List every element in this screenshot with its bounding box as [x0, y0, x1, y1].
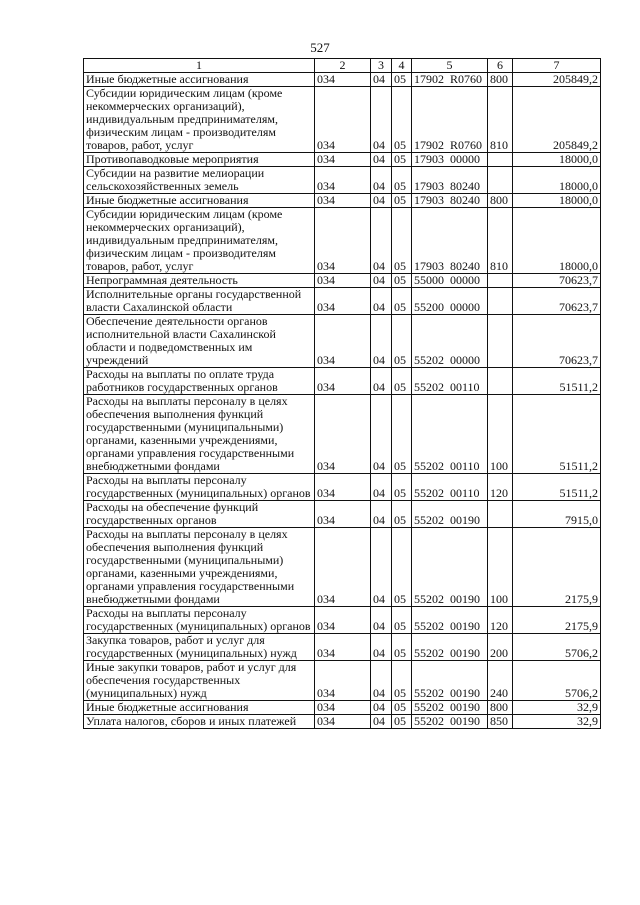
- cell-amount: 5706,2: [513, 661, 601, 701]
- table-row: [84, 87, 601, 153]
- cell-target-direction: 00190: [450, 646, 480, 660]
- cell-expense-type: 800: [488, 194, 513, 208]
- cell-amount: 5706,2: [513, 634, 601, 661]
- cell-target-article: [412, 288, 488, 315]
- cell-target-direction: 00190: [450, 686, 480, 700]
- cell-amount: 70623,7: [513, 288, 601, 315]
- cell-target-direction: 00000: [450, 353, 480, 367]
- cell-amount: 32,9: [513, 701, 601, 715]
- table-row: [84, 701, 601, 715]
- cell-name: Обеспечение деятельности органов исполнительной власти Сахалинской области и подведомственных им учреждений: [84, 315, 315, 368]
- cell-section: 04: [371, 194, 392, 208]
- cell-target-program: 55000: [414, 273, 444, 287]
- cell-subsection: 05: [392, 501, 412, 528]
- cell-target-direction: 00110: [450, 380, 480, 394]
- cell-section: 04: [371, 288, 392, 315]
- cell-amount: 70623,7: [513, 274, 601, 288]
- cell-target-program: 55202: [414, 714, 444, 728]
- cell-amount: 2175,9: [513, 607, 601, 634]
- table-row: [84, 315, 601, 368]
- cell-subsection: 05: [392, 288, 412, 315]
- cell-subsection: 05: [392, 661, 412, 701]
- cell-gr-code: 034: [315, 194, 371, 208]
- table-row: [84, 194, 601, 208]
- cell-amount: 2175,9: [513, 528, 601, 607]
- header-cell: 6: [488, 59, 513, 73]
- cell-name: Расходы на выплаты по оплате труда работников государственных органов: [84, 368, 315, 395]
- cell-amount: 7915,0: [513, 501, 601, 528]
- table-row: [84, 501, 601, 528]
- cell-target-program: 55202: [414, 380, 444, 394]
- cell-target-article: [412, 368, 488, 395]
- table-row: [84, 288, 601, 315]
- cell-target-article: [412, 715, 488, 729]
- cell-amount: 32,9: [513, 715, 601, 729]
- cell-expense-type: 100: [488, 528, 513, 607]
- cell-section: 04: [371, 315, 392, 368]
- cell-name: Субсидии на развитие мелиорации сельскохозяйственных земель: [84, 167, 315, 194]
- cell-target-article: [412, 167, 488, 194]
- cell-gr-code: 034: [315, 315, 371, 368]
- cell-expense-type: 810: [488, 208, 513, 274]
- cell-gr-code: 034: [315, 167, 371, 194]
- cell-section: 04: [371, 274, 392, 288]
- cell-amount: 51511,2: [513, 368, 601, 395]
- cell-name: Противопаводковые мероприятия: [84, 153, 315, 167]
- cell-section: 04: [371, 715, 392, 729]
- cell-gr-code: 034: [315, 634, 371, 661]
- cell-expense-type: [488, 153, 513, 167]
- cell-expense-type: [488, 501, 513, 528]
- cell-target-article: [412, 634, 488, 661]
- table-row: [84, 474, 601, 501]
- cell-name: Субсидии юридическим лицам (кроме некоммерческих организаций), индивидуальным предпринимателям, физическим лицам - производителям товаров, работ, услуг: [84, 87, 315, 153]
- table-row: [84, 715, 601, 729]
- cell-amount: 18000,0: [513, 167, 601, 194]
- cell-target-article: [412, 528, 488, 607]
- cell-subsection: 05: [392, 167, 412, 194]
- cell-subsection: 05: [392, 368, 412, 395]
- cell-gr-code: 034: [315, 73, 371, 87]
- cell-target-program: 17903: [414, 179, 444, 193]
- table-row: [84, 167, 601, 194]
- cell-subsection: 05: [392, 87, 412, 153]
- table-row: [84, 634, 601, 661]
- cell-amount: 18000,0: [513, 208, 601, 274]
- cell-target-program: 55202: [414, 353, 444, 367]
- cell-expense-type: [488, 368, 513, 395]
- cell-gr-code: 034: [315, 701, 371, 715]
- cell-gr-code: 034: [315, 395, 371, 474]
- cell-target-article: [412, 208, 488, 274]
- cell-target-article: [412, 194, 488, 208]
- cell-section: 04: [371, 87, 392, 153]
- cell-target-direction: 00000: [450, 300, 480, 314]
- cell-gr-code: 034: [315, 208, 371, 274]
- cell-name: Субсидии юридическим лицам (кроме некоммерческих организаций), индивидуальным предпринимателям, физическим лицам - производителям товаров, работ, услуг: [84, 208, 315, 274]
- cell-name: Непрограммная деятельность: [84, 274, 315, 288]
- cell-expense-type: 100: [488, 395, 513, 474]
- cell-target-program: 55202: [414, 486, 444, 500]
- cell-section: 04: [371, 528, 392, 607]
- cell-subsection: 05: [392, 701, 412, 715]
- table-row: [84, 607, 601, 634]
- cell-target-direction: 00190: [450, 513, 480, 527]
- cell-target-article: [412, 661, 488, 701]
- cell-section: 04: [371, 634, 392, 661]
- budget-table: [83, 58, 601, 729]
- table-row: [84, 368, 601, 395]
- cell-subsection: 05: [392, 634, 412, 661]
- cell-amount: 51511,2: [513, 474, 601, 501]
- cell-target-article: [412, 607, 488, 634]
- cell-gr-code: 034: [315, 715, 371, 729]
- cell-target-program: 55202: [414, 592, 444, 606]
- cell-section: 04: [371, 607, 392, 634]
- cell-target-direction: 00000: [450, 273, 480, 287]
- cell-section: 04: [371, 701, 392, 715]
- cell-target-direction: R0760: [450, 72, 483, 86]
- cell-amount: 18000,0: [513, 153, 601, 167]
- cell-expense-type: 810: [488, 87, 513, 153]
- cell-name: Расходы на обеспечение функций государственных органов: [84, 501, 315, 528]
- cell-target-program: 17902: [414, 138, 444, 152]
- cell-name: Иные бюджетные ассигнования: [84, 73, 315, 87]
- cell-target-article: [412, 474, 488, 501]
- cell-target-program: 17903: [414, 259, 444, 273]
- cell-subsection: 05: [392, 528, 412, 607]
- cell-target-article: [412, 73, 488, 87]
- header-cell: 5: [412, 59, 488, 73]
- cell-section: 04: [371, 73, 392, 87]
- cell-target-direction: R0760: [450, 138, 483, 152]
- cell-subsection: 05: [392, 395, 412, 474]
- cell-target-article: [412, 153, 488, 167]
- cell-target-direction: 00110: [450, 459, 480, 473]
- cell-subsection: 05: [392, 474, 412, 501]
- table-row: [84, 208, 601, 274]
- cell-subsection: 05: [392, 315, 412, 368]
- cell-gr-code: 034: [315, 607, 371, 634]
- cell-target-direction: 80240: [450, 259, 480, 273]
- cell-expense-type: 120: [488, 474, 513, 501]
- cell-target-program: 55202: [414, 700, 444, 714]
- cell-name: Иные бюджетные ассигнования: [84, 701, 315, 715]
- cell-target-direction: 00190: [450, 700, 480, 714]
- cell-gr-code: 034: [315, 87, 371, 153]
- cell-target-direction: 00110: [450, 486, 480, 500]
- cell-name: Расходы на выплаты персоналу в целях обеспечения выполнения функций государственными (муниципальными) органами, казенными учреждениями, органами управления государственными внебюджетными фондами: [84, 395, 315, 474]
- cell-target-direction: 00000: [450, 152, 480, 166]
- cell-amount: 205849,2: [513, 87, 601, 153]
- cell-name: Исполнительные органы государственной власти Сахалинской области: [84, 288, 315, 315]
- table-row: [84, 528, 601, 607]
- cell-expense-type: 120: [488, 607, 513, 634]
- cell-expense-type: 850: [488, 715, 513, 729]
- cell-amount: 205849,2: [513, 73, 601, 87]
- cell-target-program: 55202: [414, 459, 444, 473]
- cell-expense-type: [488, 274, 513, 288]
- cell-target-program: 55202: [414, 686, 444, 700]
- cell-target-program: 55202: [414, 513, 444, 527]
- cell-target-article: [412, 701, 488, 715]
- cell-gr-code: 034: [315, 153, 371, 167]
- cell-expense-type: 200: [488, 634, 513, 661]
- cell-target-program: 17902: [414, 72, 444, 86]
- cell-subsection: 05: [392, 194, 412, 208]
- cell-subsection: 05: [392, 153, 412, 167]
- cell-gr-code: 034: [315, 368, 371, 395]
- table-row: [84, 661, 601, 701]
- cell-amount: 51511,2: [513, 395, 601, 474]
- cell-name: Расходы на выплаты персоналу государственных (муниципальных) органов: [84, 607, 315, 634]
- header-cell: 3: [371, 59, 392, 73]
- cell-target-program: 55200: [414, 300, 444, 314]
- cell-name: Иные бюджетные ассигнования: [84, 194, 315, 208]
- cell-target-article: [412, 315, 488, 368]
- cell-target-direction: 80240: [450, 179, 480, 193]
- cell-target-program: 17903: [414, 152, 444, 166]
- cell-target-direction: 80240: [450, 193, 480, 207]
- page-number: 527: [310, 40, 330, 55]
- table-body: [84, 59, 601, 729]
- cell-gr-code: 034: [315, 661, 371, 701]
- cell-expense-type: 800: [488, 701, 513, 715]
- cell-gr-code: 034: [315, 288, 371, 315]
- cell-target-program: 55202: [414, 619, 444, 633]
- cell-name: Расходы на выплаты персоналу государственных (муниципальных) органов: [84, 474, 315, 501]
- header-cell: 7: [513, 59, 601, 73]
- cell-name: Закупка товаров, работ и услуг для государственных (муниципальных) нужд: [84, 634, 315, 661]
- table-header-row: [84, 59, 601, 73]
- cell-section: 04: [371, 208, 392, 274]
- cell-section: 04: [371, 368, 392, 395]
- cell-section: 04: [371, 661, 392, 701]
- cell-expense-type: [488, 167, 513, 194]
- cell-subsection: 05: [392, 607, 412, 634]
- cell-amount: 18000,0: [513, 194, 601, 208]
- cell-section: 04: [371, 167, 392, 194]
- cell-target-direction: 00190: [450, 592, 480, 606]
- cell-section: 04: [371, 474, 392, 501]
- cell-gr-code: 034: [315, 474, 371, 501]
- cell-expense-type: [488, 288, 513, 315]
- cell-name: Иные закупки товаров, работ и услуг для обеспечения государственных (муниципальных) нужд: [84, 661, 315, 701]
- cell-subsection: 05: [392, 73, 412, 87]
- cell-section: 04: [371, 501, 392, 528]
- table-row: [84, 274, 601, 288]
- cell-target-direction: 00190: [450, 619, 480, 633]
- header-cell: 1: [84, 59, 315, 73]
- cell-section: 04: [371, 395, 392, 474]
- cell-target-direction: 00190: [450, 714, 480, 728]
- header-cell: 4: [392, 59, 412, 73]
- cell-subsection: 05: [392, 274, 412, 288]
- cell-gr-code: 034: [315, 528, 371, 607]
- cell-target-article: [412, 87, 488, 153]
- cell-subsection: 05: [392, 715, 412, 729]
- cell-section: 04: [371, 153, 392, 167]
- cell-amount: 70623,7: [513, 315, 601, 368]
- cell-target-program: 55202: [414, 646, 444, 660]
- cell-expense-type: 800: [488, 73, 513, 87]
- header-cell: 2: [315, 59, 371, 73]
- cell-name: Расходы на выплаты персоналу в целях обеспечения выполнения функций государственными (муниципальными) органами, казенными учреждениями, органами управления государственными внебюджетными фондами: [84, 528, 315, 607]
- table-row: [84, 153, 601, 167]
- table-row: [84, 73, 601, 87]
- cell-target-article: [412, 501, 488, 528]
- cell-target-article: [412, 395, 488, 474]
- cell-expense-type: 240: [488, 661, 513, 701]
- cell-gr-code: 034: [315, 274, 371, 288]
- table-row: [84, 395, 601, 474]
- cell-target-program: 17903: [414, 193, 444, 207]
- cell-gr-code: 034: [315, 501, 371, 528]
- cell-name: Уплата налогов, сборов и иных платежей: [84, 715, 315, 729]
- cell-subsection: 05: [392, 208, 412, 274]
- cell-expense-type: [488, 315, 513, 368]
- cell-target-article: [412, 274, 488, 288]
